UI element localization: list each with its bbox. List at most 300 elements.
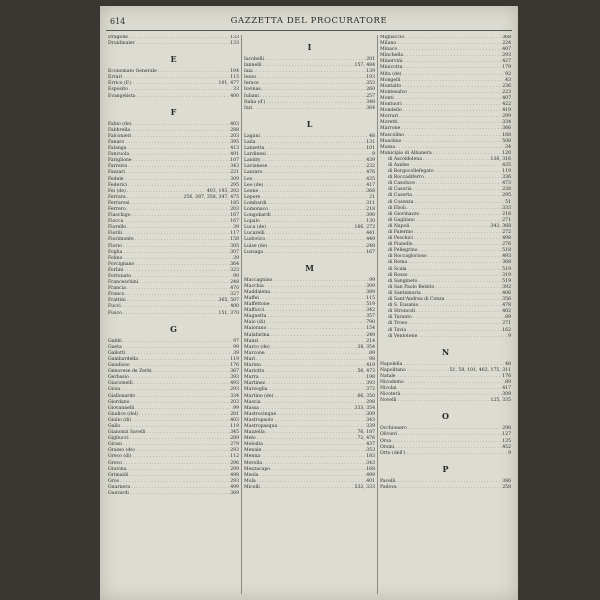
entry-pages: 357 (366, 314, 375, 320)
entry-name: Italia (d') (244, 99, 266, 105)
entry-name: Montalto (380, 83, 402, 89)
entry-pages: 248 (230, 280, 239, 286)
entry-pages: 499 (230, 484, 239, 490)
entry-name: Fanaro (108, 139, 125, 145)
entry-pages: 21 (369, 194, 375, 200)
entry-pages: 345 (230, 430, 239, 436)
entry-pages: 298 (366, 399, 375, 405)
entry-pages: 115 (230, 75, 239, 81)
section-letter: O (442, 411, 449, 422)
entry-pages: 162 (502, 327, 511, 333)
entry-pages: 136, 316 (490, 156, 511, 162)
entry-name: Menale (244, 448, 262, 454)
entry-name: di Sangineto (388, 278, 418, 284)
entry-name: Fiorello (108, 225, 127, 231)
entry-name: Guerardi (108, 491, 129, 496)
entry-name: Leo (244, 176, 253, 182)
entry-pages: 104 (230, 69, 239, 75)
entry-pages: 101, 477 (218, 81, 239, 87)
entry-pages: 403, 193, 203 (206, 188, 239, 194)
entry-name: Milano (380, 41, 397, 47)
entry-pages: 437 (366, 442, 375, 448)
entry-name: Giovannelli (108, 405, 135, 411)
entry-pages: 293 (230, 387, 239, 393)
index-entry (108, 491, 239, 497)
entry-pages: 119 (230, 356, 239, 362)
entry-pages: 406 (502, 290, 511, 296)
entry-name: Giacomelli (108, 381, 133, 387)
index-entry (244, 485, 375, 491)
entry-name: Melodia (244, 442, 263, 448)
entry-name: Menna (244, 454, 261, 460)
entry-name: Iaia (244, 69, 253, 75)
entry-pages: 419 (366, 363, 375, 369)
entry-pages: 356 (502, 297, 511, 303)
entry-name: Gerbasio (108, 375, 129, 381)
entry-pages: 39 (233, 255, 239, 261)
entry-name: di Pellegrino (388, 248, 418, 254)
entry-name: di Casoluce (388, 181, 415, 187)
entry-name: Esposito (108, 87, 128, 93)
entry-pages: 120 (502, 150, 511, 156)
section-letter: E (170, 54, 177, 65)
entry-name: Falanga (108, 146, 127, 152)
entry-name: Marco (de) (244, 344, 270, 350)
entry-name: di Ascoldolena (388, 156, 422, 162)
entry-pages: 271 (502, 217, 511, 223)
entry-name: Napolitano (380, 367, 406, 373)
entry-pages: 151, 370 (218, 310, 239, 316)
entry-name: Marra (244, 375, 259, 381)
entry-pages: 89 (369, 350, 375, 356)
entry-pages: 400 (230, 93, 239, 99)
entry-name: Evangelista (108, 93, 136, 99)
entry-name: Mascia (244, 399, 261, 405)
entry-name: Falconieri (108, 133, 132, 139)
entry-name: Genovese de Zerbi (108, 369, 152, 375)
entry-pages: 493 (230, 381, 239, 387)
entry-name: Guarnera (108, 484, 131, 490)
entry-pages: 519 (502, 278, 511, 284)
entry-name: Franceschini (108, 280, 139, 286)
entry-pages: 39 (233, 350, 239, 356)
entry-pages: 288 (230, 127, 239, 133)
entry-pages: 333 (502, 205, 511, 211)
column-divider (377, 35, 378, 594)
section-letter: M (305, 262, 314, 273)
entry-pages: 491 (230, 152, 239, 158)
entry-name: Ludovico (244, 237, 266, 243)
entry-pages: 193 (366, 75, 375, 81)
entry-name: Gambardella (108, 356, 138, 362)
entry-name: Iannelli (244, 63, 262, 69)
entry-name: Errico (F.) (108, 81, 132, 87)
entry-pages: 157, 484 (354, 63, 375, 69)
entry-pages: 309 (230, 176, 239, 182)
entry-name: Iovinas (244, 87, 261, 93)
entry-name: Ierace (244, 81, 259, 87)
entry-name: Farreira (108, 164, 128, 170)
entry-pages: 98 (369, 356, 375, 362)
entry-name: Federici (108, 182, 128, 188)
section-letter: I (307, 42, 312, 52)
entry-pages: 307 (230, 249, 239, 255)
dot-leader (397, 398, 491, 404)
section-letter: P (442, 463, 449, 474)
entry-name: di Azaleo (388, 162, 410, 168)
index-entry (108, 41, 239, 47)
entry-name: Giallonardo (108, 393, 136, 399)
entry-pages: 119 (230, 423, 239, 429)
entry-pages: 343 (366, 460, 375, 466)
entry-name: Orsa (380, 438, 392, 444)
entry-name: Greco (108, 460, 122, 466)
entry-name: Maccagnino (244, 277, 273, 283)
entry-name: Maffucci (244, 308, 265, 314)
index-column-1 (108, 35, 239, 594)
entry-pages: 422 (502, 102, 511, 108)
dot-leader (135, 41, 230, 47)
entry-pages: 257 (366, 93, 375, 99)
entry-name: Fancuola (108, 152, 130, 158)
entry-pages: 9 (372, 152, 375, 158)
entry-pages: 203 (230, 133, 239, 139)
entry-name: Lazzaro (244, 170, 263, 176)
entry-pages: 127 (502, 432, 511, 438)
entry-pages: 51 (505, 199, 511, 205)
entry-name: Fabbrella (108, 127, 131, 133)
entry-name: Leo (de) (244, 182, 264, 188)
entry-pages: 232 (366, 164, 375, 170)
dot-leader (135, 94, 230, 100)
entry-name: Gravina (108, 466, 127, 472)
entry-name: Druidmaier (108, 41, 135, 47)
entry-pages: 271 (502, 321, 511, 327)
entry-pages: 417 (366, 182, 375, 188)
entry-pages: 372 (366, 387, 375, 393)
entry-name: di Napoli (388, 223, 410, 229)
entry-name: Landry (244, 158, 261, 164)
index-entry (380, 451, 511, 457)
entry-pages: 473 (502, 181, 511, 187)
entry-pages: 343 (230, 164, 239, 170)
entry-name: Monti (380, 95, 394, 101)
entry-pages: 39 (233, 225, 239, 231)
entry-name: Montuori (380, 102, 402, 108)
entry-name: Morrari (380, 114, 399, 120)
entry-pages: 139 (366, 69, 375, 75)
entry-pages: 168 (366, 466, 375, 472)
entry-pages: 299 (230, 466, 239, 472)
entry-name: Musolino (380, 138, 402, 144)
entry-pages: 167 (230, 219, 239, 225)
index-entry (108, 311, 239, 317)
entry-name: Frattini (108, 298, 126, 304)
entry-name: Ferrero (108, 206, 126, 212)
entry-pages: 333, 354 (354, 405, 375, 411)
entry-name: Gioia (108, 387, 121, 393)
entry-pages: 364 (230, 261, 239, 267)
entry-name: di Taranto (388, 315, 412, 321)
entry-name: di Borgocollefegato (388, 169, 434, 175)
entry-name: Padova (380, 484, 397, 490)
entry-name: Economato Generale (108, 69, 157, 75)
entry-pages: 9 (508, 450, 511, 456)
entry-pages: 221 (230, 170, 239, 176)
entry-pages: 119 (502, 169, 511, 175)
entry-name: Gallo (108, 423, 121, 429)
entry-pages: 309 (366, 411, 375, 417)
entry-name: Forcignano (108, 261, 135, 267)
entry-pages: 498 (230, 472, 239, 478)
entry-name: Iezzo (244, 75, 257, 81)
section-letter: G (170, 323, 177, 334)
entry-name: Mari (244, 356, 256, 362)
entry-pages: 99 (233, 405, 239, 411)
index-entry (380, 334, 511, 340)
entry-name: Melo (244, 436, 256, 442)
entry-pages: 279 (230, 442, 239, 448)
entry-pages: 343, 368 (490, 223, 511, 229)
entry-pages: 295 (230, 182, 239, 188)
entry-name: Fucci (108, 304, 121, 310)
entry-pages: 401 (366, 478, 375, 484)
entry-name: Forlini (108, 267, 124, 273)
entry-pages: 131 (366, 139, 375, 145)
entry-name: Gianonzi Savelli (108, 430, 146, 436)
entry-pages: 499 (366, 472, 375, 478)
dot-leader (129, 491, 230, 497)
entry-pages: 48 (369, 133, 375, 139)
entry-pages: 99 (369, 277, 375, 283)
entry-pages: 348 (366, 99, 375, 105)
entry-name: Mondello (380, 108, 402, 114)
entry-pages: 76, 187 (357, 430, 375, 436)
entry-name: Luise (de) (244, 243, 268, 249)
entry-name: di Sant'Andrea di Conza (388, 297, 445, 303)
dot-leader (405, 451, 508, 457)
entry-pages: 403 (230, 121, 239, 127)
entry-pages: 367 (230, 369, 239, 375)
dot-leader (252, 106, 366, 112)
entry-pages: 393 (230, 375, 239, 381)
entry-pages: 417 (502, 386, 511, 392)
index-entry (380, 398, 511, 404)
entry-pages: 166, 272 (354, 225, 375, 231)
entry-name: Giudice (del) (108, 411, 138, 417)
entry-pages: 407 (502, 95, 511, 101)
entry-name: Marzoglia (244, 387, 268, 393)
entry-pages: 89 (505, 379, 511, 385)
entry-name: Mita (de) (380, 71, 402, 77)
entry-name: di Rosso (388, 272, 408, 278)
entry-pages: 43 (505, 77, 511, 83)
entry-pages: 9 (508, 333, 511, 339)
entry-pages: 342 (366, 308, 375, 314)
entry-name: Folino (108, 255, 123, 261)
entry-name: di Gagliano (388, 217, 415, 223)
entry-pages: 112 (230, 454, 239, 460)
index-entry (244, 250, 375, 256)
entry-name: Grasso (de) (108, 448, 135, 454)
entry-name: Gaeta (108, 344, 122, 350)
entry-pages: 168 (502, 132, 511, 138)
index-column-3 (380, 35, 511, 594)
entry-pages: 97 (233, 338, 239, 344)
column-divider (241, 35, 242, 594)
entry-pages: 293 (230, 448, 239, 454)
entry-pages: 334 (230, 393, 239, 399)
entry-pages: 179 (502, 65, 511, 71)
index-page (100, 6, 518, 600)
entry-pages: 413 (230, 146, 239, 152)
entry-pages: 311 (366, 200, 375, 206)
entry-name: Micelli (244, 484, 260, 490)
entry-pages: 115 (366, 296, 375, 301)
entry-name: Giordano (108, 399, 130, 405)
entry-pages: 158 (230, 237, 239, 243)
entry-name: di Roma (388, 260, 408, 266)
entry-name: Lucarelli (244, 231, 265, 237)
entry-name: Foglia (108, 249, 123, 255)
entry-pages: 167 (366, 249, 375, 255)
entry-pages: 392 (502, 284, 511, 290)
entry-name: Ferraresi (108, 200, 130, 206)
entry-name: di Troeo (388, 321, 408, 327)
entry-pages: 327 (230, 292, 239, 298)
entry-pages: 476 (366, 170, 375, 176)
entry-pages: 249 (366, 332, 375, 338)
entry-name: Gigliucci (108, 436, 129, 442)
entry-name: Marcone (244, 350, 265, 356)
entry-pages: 56, 473 (357, 369, 375, 375)
section-letter: L (306, 118, 313, 129)
entry-name: Montesalvo (380, 89, 407, 95)
entry-pages: 133 (230, 35, 239, 40)
entry-pages: 519 (502, 266, 511, 272)
entry-pages: 470 (230, 286, 239, 292)
entry-name: Lomonaco (244, 206, 268, 212)
entry-pages: 393 (366, 381, 375, 387)
entry-name: di Tavia (388, 327, 407, 333)
entry-name: Macchia (244, 283, 264, 289)
entry-pages: 133 (230, 41, 239, 47)
entry-pages: 508 (502, 138, 511, 144)
entry-name: Maffei (244, 296, 259, 301)
entry-name: Natale (380, 373, 396, 379)
entry-pages: 395 (230, 139, 239, 145)
entry-pages: 305 (230, 243, 239, 249)
entry-name: Gallotti (108, 350, 126, 356)
entry-pages: 343 (366, 417, 375, 423)
index-entry (244, 106, 375, 112)
entry-name: Mussa (380, 144, 396, 150)
entry-name: Moretti (380, 120, 398, 126)
entry-name: Mastrocinque (244, 411, 277, 417)
entry-name: Maio (di) (244, 320, 266, 326)
entry-name: Occhionero (380, 426, 407, 432)
entry-pages: 276 (502, 242, 511, 248)
entry-name: Fusco (108, 310, 122, 316)
entry-name: Gros (108, 478, 119, 484)
entry-pages: 402 (502, 309, 511, 315)
entry-name: Minaco (380, 47, 398, 53)
entry-name: Longobardi (244, 213, 271, 219)
entry-pages: 260 (366, 87, 375, 93)
page-title: GAZZETTA DEL PROCURATORE (230, 16, 388, 26)
entry-pages: 419 (502, 108, 511, 114)
entry-name: Fortunato (108, 274, 132, 279)
entry-pages: 309 (502, 392, 511, 398)
entry-name: Laila (244, 139, 256, 145)
entry-pages: 238 (502, 187, 511, 193)
entry-pages: 38, 354 (357, 344, 375, 350)
dot-leader (263, 250, 366, 256)
entry-pages: 366 (502, 126, 511, 132)
entry-name: Mezzacapo (244, 466, 271, 472)
entry-pages: 353 (366, 448, 375, 454)
entry-pages: 201 (366, 57, 375, 62)
section-letter: F (170, 106, 177, 117)
entry-pages: 449 (366, 237, 375, 243)
entry-pages: 176 (230, 363, 239, 369)
entry-name: Fiaschigo (108, 213, 131, 219)
entry-name: Franco (108, 292, 125, 298)
entry-name: di San Paolo Belsito (388, 284, 435, 290)
entry-pages: 439 (366, 158, 375, 164)
entry-name: Orsini (380, 444, 395, 450)
entry-pages: 89 (505, 315, 511, 321)
entry-pages: 299 (502, 114, 511, 120)
entry-name: di Eboli (388, 205, 406, 211)
entry-name: Lanzetta (244, 146, 265, 152)
entry-pages: 125, 335 (490, 398, 511, 404)
entry-name: Fiorimonte (108, 237, 134, 243)
index-entry (108, 94, 239, 100)
entry-pages: 34 (505, 144, 511, 150)
entry-name: Francia (108, 286, 126, 292)
entry-name: Pacelli (380, 478, 396, 484)
entry-name: Muscolino (380, 132, 405, 138)
entry-name: Lombardi (244, 200, 267, 206)
entry-pages: 364 (366, 105, 375, 111)
entry-name: di Stroncoli (388, 309, 416, 315)
entry-pages: 48 (505, 361, 511, 367)
entry-name: Dragone (108, 35, 129, 40)
entry-pages: 51, 58, 101, 462, 175, 311 (449, 367, 511, 373)
entry-pages: 99 (233, 344, 239, 350)
entry-name: Nicoterà (380, 392, 401, 398)
entry-pages: 66, 350 (357, 393, 375, 399)
entry-pages: 368 (502, 260, 511, 266)
entry-name: di Casoria (388, 187, 412, 193)
entry-name: di Caserta (388, 193, 412, 199)
entry-pages: 519 (366, 302, 375, 308)
entry-pages: 289 (230, 436, 239, 442)
entry-name: di Giovinazzo (388, 211, 420, 217)
entry-pages: 203 (230, 399, 239, 405)
entry-pages: 427 (502, 59, 511, 65)
entry-pages: 214 (366, 338, 375, 344)
entry-pages: 281 (230, 411, 239, 417)
entry-name: di Ventotene (388, 333, 418, 339)
entry-name: Minicotta (380, 65, 403, 71)
entry-pages: 400 (230, 304, 239, 310)
entry-pages: 218 (366, 206, 375, 212)
entry-name: Giulio (di) (108, 417, 132, 423)
dot-leader (417, 334, 508, 340)
entry-name: Iacobelli (244, 57, 264, 62)
